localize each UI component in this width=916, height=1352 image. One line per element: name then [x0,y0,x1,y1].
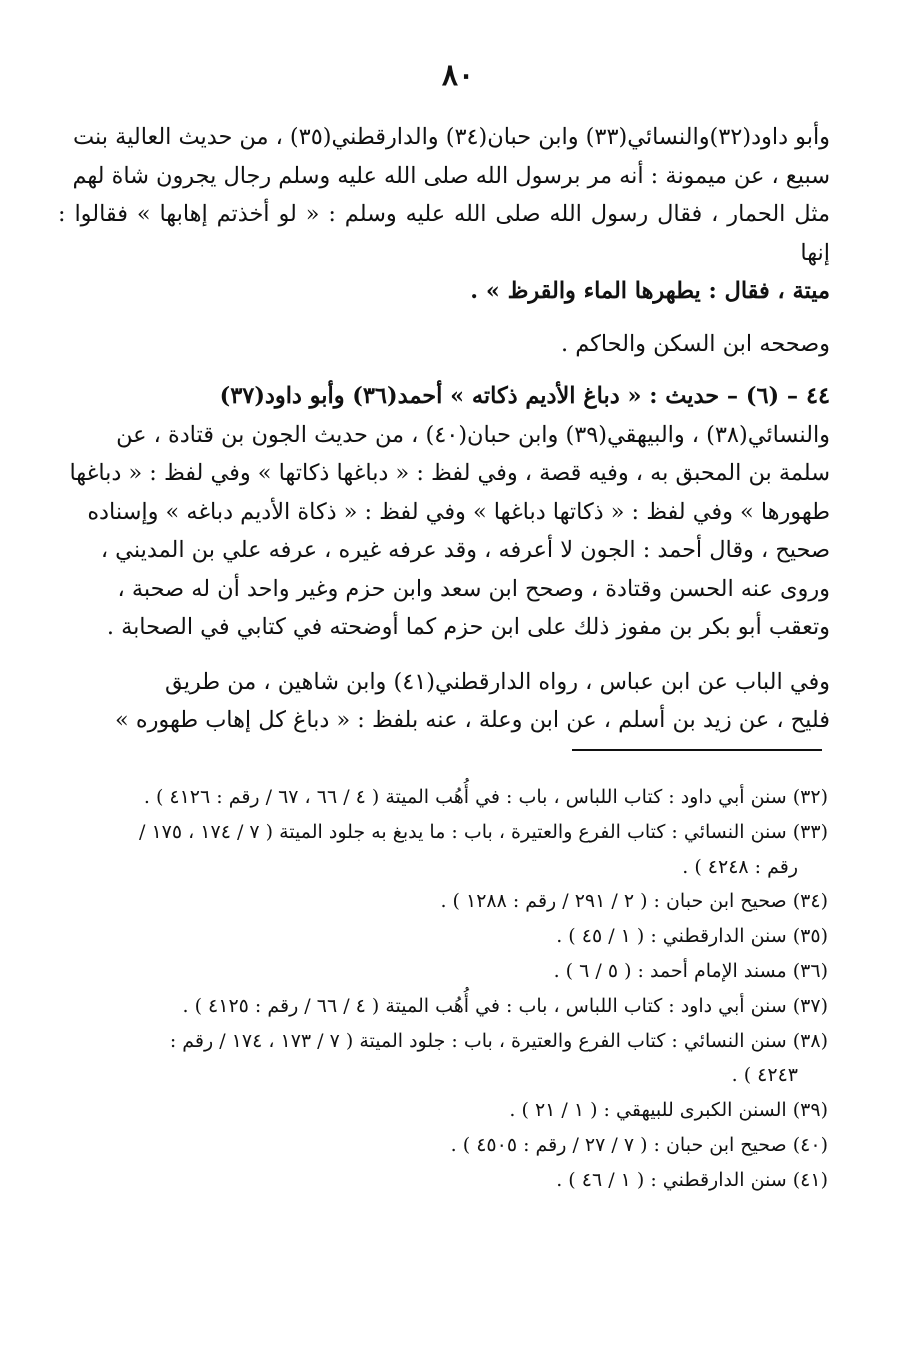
footnote: (٣٦) مسند الإمام أحمد : ( ٥ / ٦ ) . [553,959,828,982]
footnote-divider [572,749,822,751]
text-line: وروى عنه الحسن وقتادة ، وصحح ابن سعد وابن حزم وغير واحد أن له صحبة ، [117,575,830,602]
page-number: ٨٠ [441,58,475,93]
paragraph-4 [58,663,830,740]
text-line: سبيع ، عن ميمونة : أنه مر برسول الله صلى الله عليه وسلم رجال يجرون شاة لهم [72,162,830,189]
footnote-continuation: رقم : ٤٢٤٨ ) . [682,855,798,878]
text-line: سلمة بن المحبق به ، وفيه قصة ، وفي لفظ : « دباغها ذكاتها » وفي لفظ : « دباغها [69,460,830,486]
footnote: (٣٢) سنن أبي داود : كتاب اللباس ، باب : في أُهُب الميتة ( ٤ / ٦٦ ، ٦٧ / رقم : ٤١٢٦ ) . [143,786,828,808]
text-line: وأبو داود(٣٢)والنسائي(٣٣) وابن حبان(٣٤) والدارقطني(٣٥) ، من حديث العالية بنت [73,124,830,150]
main-text [58,118,830,740]
footnote: (٣٣) سنن النسائي : كتاب الفرع والعتيرة ، باب : ما يدبغ به جلود الميتة ( ٧ / ١٧٤ ، ١٧٥ / [139,820,828,843]
paragraph-1 [58,118,830,311]
footnotes [60,780,828,1198]
paragraph-3 [58,377,830,647]
text-line: ميتة ، فقال : يطهرها الماء والقرظ » . [470,278,830,304]
text-line: ٤٤ – (٦) – حديث : « دباغ الأديم ذكاته » أحمد(٣٦) وأبو داود(٣٧) [219,383,830,409]
footnote-continuation: ٤٢٤٣ ) . [731,1064,798,1087]
text-line: وفي الباب عن ابن عباس ، رواه الدارقطني(٤١) وابن شاهين ، من طريق [165,668,830,695]
footnote: (٣٤) صحيح ابن حبان : ( ٢ / ٢٩١ / رقم : ١٢٨٨ ) . [440,890,828,913]
text-line: والنسائي(٣٨) ، والبيهقي(٣٩) وابن حبان(٤٠) ، من حديث الجون بن قتادة ، عن [116,421,830,448]
footnote: (٣٨) سنن النسائي : كتاب الفرع والعتيرة ، باب : جلود الميتة ( ٧ / ١٧٣ ، ١٧٤ / رقم : [169,1029,828,1052]
paragraph-2 [58,325,830,364]
footnote: (٤١) سنن الدارقطني : ( ١ / ٤٦ ) . [556,1168,828,1191]
footnote: (٣٩) السنن الكبرى للبيهقي : ( ١ / ٢١ ) . [509,1099,828,1122]
footnote: (٤٠) صحيح ابن حبان : ( ٧ / ٢٧ / رقم : ٤٥٠٥ ) . [450,1133,828,1156]
footnote: (٣٥) سنن الدارقطني : ( ١ / ٤٥ ) . [556,925,828,948]
footnote: (٣٧) سنن أبي داود : كتاب اللباس ، باب : في أُهُب الميتة ( ٤ / ٦٦ / رقم : ٤١٢٥ ) . [182,994,828,1017]
text-line: وصححه ابن السكن والحاكم . [561,330,830,357]
text-line: مثل الحمار ، فقال رسول الله صلى الله عليه وسلم : « لو أخذتم إهابها » فقالوا : إنها [58,201,830,266]
text-line: طهورها » وفي لفظ : « ذكاتها دباغها » وفي لفظ : « ذكاة الأديم دباغه » وإسناده [87,498,830,525]
text-line: وتعقب أبو بكر بن مفوز ذلك على ابن حزم كما أوضحته في كتابي في الصحابة . [106,614,830,640]
text-line: فليح ، عن زيد بن أسلم ، عن ابن وعلة ، عنه بلفظ : « دباغ كل إهاب طهوره » [115,707,830,733]
text-line: صحيح ، وقال أحمد : الجون لا أعرفه ، وقد عرفه غيره ، عرفه علي بن المديني ، [100,537,830,563]
